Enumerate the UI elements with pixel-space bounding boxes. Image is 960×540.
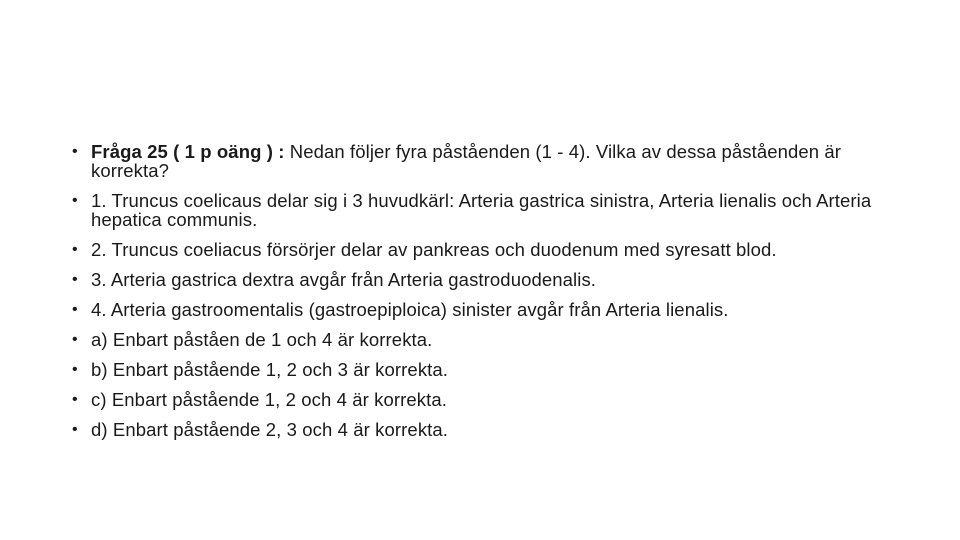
answer-option-c: [72, 390, 902, 409]
bullet-icon: •: [72, 421, 78, 438]
statement-item-4: [72, 300, 902, 319]
question-item: [72, 142, 902, 180]
statement-item-3: [72, 270, 902, 289]
statement-text: 1. Truncus coelicaus delar sig i 3 huvudkärl: Arteria gastrica sinistra, Arteria lienalis och Arteria hepatica communis.: [91, 190, 872, 230]
option-text: d) Enbart påstående 2, 3 och 4 är korrekta.: [91, 419, 449, 440]
statement-text: 4. Arteria gastroomentalis (gastroepiploica) sinister avgår från Arteria lienalis.: [91, 299, 729, 320]
answer-option-a: [72, 330, 902, 349]
bullet-icon: •: [72, 241, 78, 258]
question-label: Fråga 25 ( 1 p oäng ) :: [91, 141, 285, 162]
bullet-icon: •: [72, 391, 78, 408]
option-text: c) Enbart påstående 1, 2 och 4 är korrekta.: [91, 389, 447, 410]
bullet-icon: •: [72, 301, 78, 318]
bullet-icon: •: [72, 361, 78, 378]
bullet-icon: •: [72, 331, 78, 348]
question-bullet-list: [72, 142, 902, 450]
answer-option-d: [72, 420, 902, 439]
question-text: Nedan följer fyra påståenden (1 - 4). Vilka av dessa påståenden är korrekta?: [91, 141, 842, 181]
answer-option-b: [72, 360, 902, 379]
bullet-icon: •: [72, 271, 78, 288]
statement-text: 3. Arteria gastrica dextra avgår från Arteria gastroduodenalis.: [91, 269, 597, 290]
option-text: a) Enbart påståen de 1 och 4 är korrekta.: [91, 329, 433, 350]
statement-item-2: [72, 240, 902, 259]
option-text: b) Enbart påstående 1, 2 och 3 är korrekta.: [91, 359, 449, 380]
statement-text: 2. Truncus coeliacus försörjer delar av pankreas och duodenum med syresatt blod.: [91, 239, 777, 260]
bullet-icon: •: [72, 192, 78, 209]
statement-item-1: [72, 191, 902, 229]
bullet-icon: •: [72, 143, 78, 160]
